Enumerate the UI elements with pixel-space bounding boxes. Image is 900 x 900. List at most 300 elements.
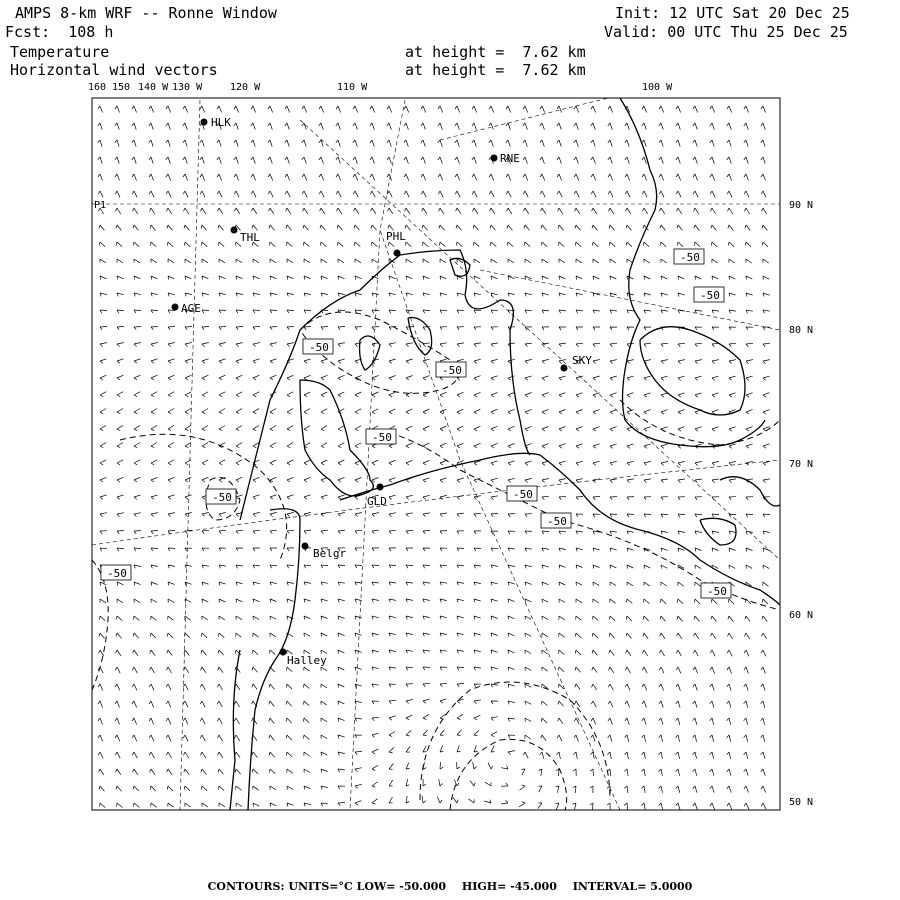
wind-barb — [149, 718, 154, 725]
wind-barb — [761, 650, 766, 656]
wind-barb — [593, 565, 600, 569]
lat-label: 80 N — [789, 325, 814, 336]
wind-barb — [338, 259, 344, 263]
wind-barb — [166, 191, 171, 197]
wind-barb — [472, 174, 477, 180]
wind-barb — [440, 461, 447, 466]
wind-barb — [557, 735, 562, 741]
wind-barb — [406, 530, 413, 533]
wind-barb — [676, 684, 681, 691]
wind-barb — [642, 106, 647, 113]
wind-barb — [508, 444, 515, 449]
wind-barb — [321, 769, 328, 773]
wind-barb — [372, 327, 379, 330]
wind-barb — [607, 752, 611, 759]
wind-barb — [236, 633, 242, 637]
wind-barb — [729, 531, 736, 534]
wind-barb — [270, 803, 276, 807]
wind-barb — [575, 684, 580, 690]
wind-barb — [576, 548, 583, 551]
wind-barb — [372, 343, 379, 347]
contour-label: -50 — [700, 289, 720, 302]
wind-barb — [355, 735, 362, 738]
wind-barb — [727, 650, 732, 656]
wind-barb — [321, 242, 327, 247]
wind-barb — [474, 582, 481, 585]
field-wind-vectors: Horizontal wind vectors — [10, 61, 218, 79]
wind-barb — [542, 582, 549, 586]
wind-barb — [372, 513, 379, 517]
wind-barb — [710, 769, 714, 776]
wind-barb — [372, 293, 379, 296]
wind-barb — [661, 310, 668, 313]
wind-barb — [626, 650, 631, 656]
wind-barb — [695, 427, 702, 432]
wind-barb — [491, 461, 498, 465]
wind-barb — [389, 409, 395, 414]
wind-barb — [643, 616, 649, 621]
wind-barb — [117, 242, 123, 247]
wind-barb — [319, 157, 324, 164]
wind-barb — [440, 746, 444, 753]
wind-barb — [540, 752, 544, 759]
wind-barb — [525, 393, 532, 398]
station-dot-thl — [231, 227, 238, 234]
wind-barb — [304, 392, 310, 397]
wind-barb — [678, 410, 685, 415]
wind-barb — [389, 327, 396, 330]
wind-barb — [372, 478, 379, 483]
wind-barb — [234, 191, 239, 197]
wind-barb — [336, 140, 341, 147]
wind-barb — [287, 477, 294, 482]
wind-barb — [321, 443, 327, 448]
wind-barb — [370, 140, 375, 147]
wind-barb — [762, 225, 767, 231]
wind-barb — [355, 478, 362, 483]
wind-barb — [251, 106, 256, 113]
wind-barb — [168, 548, 175, 551]
wind-barb — [355, 565, 362, 568]
wind-barb — [508, 599, 515, 603]
wind-barb — [559, 650, 565, 655]
wind-barb — [491, 684, 498, 687]
wind-barb — [610, 565, 616, 569]
wind-barb — [525, 633, 531, 637]
wind-barb — [524, 225, 530, 230]
wind-barb — [440, 495, 447, 499]
wind-barb — [519, 802, 525, 807]
wind-barb — [219, 293, 226, 296]
station-dot-phl — [394, 250, 401, 257]
wind-barb — [626, 633, 632, 638]
wind-barb — [219, 359, 226, 363]
wind-barb — [134, 293, 141, 296]
wind-barb — [166, 174, 171, 181]
wind-barb — [763, 444, 770, 448]
wind-barb — [183, 123, 188, 130]
wind-barb — [219, 616, 225, 620]
wind-barb — [168, 409, 174, 414]
wind-barb — [166, 735, 171, 741]
wind-barb — [151, 616, 157, 620]
wind-barb — [115, 157, 119, 164]
wind-barb — [712, 393, 719, 397]
wind-barb — [134, 259, 140, 263]
wind-barb — [98, 684, 103, 691]
wind-barb — [559, 531, 566, 534]
wind-barb — [762, 208, 767, 214]
wind-barb — [355, 530, 362, 534]
wind-barb — [693, 803, 698, 810]
station-dot-age — [172, 304, 179, 311]
wind-barb — [251, 123, 256, 130]
wind-barb — [321, 599, 328, 602]
wind-barb — [438, 157, 443, 164]
wind-barb — [117, 310, 124, 313]
wind-barb — [168, 293, 175, 296]
wind-barb — [438, 140, 443, 147]
wind-barb — [423, 376, 430, 381]
wind-barb — [355, 513, 362, 517]
wind-barb — [270, 293, 277, 296]
wind-barb — [457, 745, 461, 752]
wind-barb — [592, 667, 597, 673]
wind-barb — [610, 276, 616, 280]
wind-barb — [525, 565, 532, 568]
height-label-1: at height = 7.62 km — [405, 43, 586, 61]
wind-barb — [286, 208, 291, 214]
height-label-2: at height = 7.62 km — [405, 61, 586, 79]
wind-barb — [253, 582, 260, 585]
wind-barb — [202, 409, 208, 414]
wind-barb — [744, 650, 749, 656]
wind-barb — [542, 633, 548, 637]
wind-barb — [610, 548, 617, 552]
wind-barb — [423, 650, 430, 653]
wind-barb — [132, 157, 136, 164]
wind-barb — [134, 582, 141, 586]
wind-barb — [727, 140, 731, 147]
wind-barb — [202, 242, 208, 247]
wind-barb — [659, 752, 663, 759]
wind-barb — [304, 684, 310, 689]
wind-barb — [100, 375, 106, 380]
wind-barb — [406, 513, 413, 517]
wind-barb — [134, 276, 140, 280]
wind-barb — [744, 786, 749, 793]
wind-barb — [474, 392, 481, 397]
wind-barb — [217, 718, 222, 724]
wind-barb — [525, 667, 531, 671]
wind-barb — [321, 803, 328, 806]
wind-barb — [729, 479, 736, 483]
wind-barb — [542, 393, 549, 398]
wind-barb — [236, 803, 242, 807]
wind-barb — [149, 191, 154, 197]
wind-barb — [338, 443, 344, 448]
wind-barb — [201, 633, 207, 638]
wind-barb — [151, 375, 157, 380]
wind-barb — [100, 425, 106, 430]
wind-barb — [761, 140, 765, 147]
wind-barb — [355, 242, 361, 247]
wind-barb — [117, 495, 124, 499]
wind-barb — [542, 259, 548, 263]
wind-barb — [253, 548, 260, 551]
wind-barb — [218, 208, 223, 214]
wind-barb — [644, 582, 650, 586]
wind-barb — [285, 157, 290, 164]
wind-barb — [304, 752, 310, 756]
wind-barb — [746, 410, 753, 415]
wind-barb — [712, 259, 718, 263]
wind-barb — [745, 225, 750, 231]
wind-barb — [508, 426, 515, 431]
wind-barb — [576, 293, 583, 296]
wind-barb — [219, 259, 225, 263]
wind-barb — [457, 392, 464, 397]
wind-barb — [219, 242, 225, 247]
wind-barb — [542, 531, 549, 534]
wind-barb — [457, 409, 463, 414]
wind-barb — [438, 106, 443, 113]
wind-barb — [592, 684, 597, 690]
wind-barb — [575, 667, 581, 672]
wind-barb — [370, 123, 375, 130]
wind-barb — [321, 701, 327, 705]
wind-barb — [338, 359, 345, 363]
wind-barb — [183, 735, 188, 741]
wind-barb — [745, 616, 750, 622]
wind-barb — [593, 242, 599, 247]
wind-barb — [252, 752, 258, 758]
wind-barb — [626, 616, 632, 621]
wind-barb — [338, 735, 345, 739]
wind-barb — [117, 460, 123, 465]
wind-barb — [115, 718, 120, 725]
wind-barb — [149, 667, 154, 673]
wind-barb — [200, 140, 204, 147]
wind-barb — [321, 633, 327, 637]
wind-barb — [525, 478, 532, 482]
wind-barb — [693, 769, 697, 776]
wind-barb — [251, 174, 256, 181]
wind-barb — [270, 616, 276, 620]
wind-barb — [728, 242, 734, 247]
wind-barb — [661, 293, 668, 297]
wind-barb — [693, 684, 698, 691]
wind-barb — [590, 769, 593, 776]
wind-barb — [183, 684, 188, 690]
wind-barb — [729, 276, 735, 280]
wind-barb — [491, 548, 498, 551]
wind-barb — [728, 616, 733, 622]
wind-barb — [321, 409, 327, 414]
station-label-hlk: HLK — [211, 116, 231, 129]
wind-barb — [729, 293, 736, 297]
wind-barb — [508, 548, 515, 551]
wind-barb — [591, 191, 596, 197]
wind-barb — [542, 444, 549, 449]
wind-barb — [593, 599, 599, 603]
lon-label: 120 W — [230, 82, 261, 93]
wind-barb — [744, 752, 748, 759]
wind-barb — [455, 106, 460, 113]
wind-barb — [338, 803, 345, 806]
wind-barb — [746, 327, 753, 330]
wind-barb — [406, 460, 413, 465]
wind-barb — [270, 409, 276, 414]
wind-barb — [168, 460, 174, 465]
wind-barb — [99, 242, 105, 247]
wind-barb — [559, 444, 566, 449]
wind-barb — [661, 548, 668, 552]
wind-barb — [217, 140, 221, 147]
wind-barb — [150, 225, 155, 230]
wind-barb — [202, 548, 209, 551]
wind-barb — [763, 259, 769, 263]
wind-barb — [217, 735, 222, 741]
wind-barb — [710, 106, 715, 113]
wind-barb — [542, 496, 549, 500]
wind-barb — [270, 443, 276, 448]
wind-barb — [440, 327, 447, 330]
wind-barb — [491, 701, 498, 704]
wind-barb — [302, 157, 307, 164]
wind-barb — [270, 565, 277, 568]
wind-barb — [763, 310, 770, 313]
lon-label: 140 W — [138, 82, 169, 93]
wind-barb — [608, 123, 613, 130]
wind-barb — [506, 174, 511, 181]
wind-barb — [270, 426, 276, 431]
contour-label: -50 — [442, 364, 462, 377]
wind-barb — [491, 633, 498, 637]
wind-barb — [372, 749, 378, 754]
wind-barb — [440, 259, 446, 263]
wind-barb — [185, 242, 191, 247]
wind-barb — [574, 140, 579, 147]
wind-barb — [593, 514, 600, 517]
wind-barb — [440, 426, 446, 431]
wind-barb — [491, 599, 498, 603]
wind-barb — [474, 513, 481, 517]
wind-barb — [115, 123, 119, 130]
wind-barb — [593, 360, 600, 364]
wind-barb — [406, 650, 413, 653]
wind-barb — [99, 633, 105, 638]
wind-barb — [627, 599, 633, 603]
wind-barb — [576, 599, 582, 603]
wind-barb — [236, 409, 242, 414]
wind-barb — [287, 565, 294, 568]
wind-barb — [576, 242, 582, 247]
wind-barb — [678, 514, 685, 517]
wind-barb — [761, 157, 765, 164]
wind-barb — [304, 276, 311, 280]
wind-barb — [761, 667, 766, 674]
wind-barb — [659, 667, 664, 673]
wind-barb — [219, 426, 225, 431]
contour-label: -50 — [309, 341, 329, 354]
wind-barb — [761, 701, 765, 708]
wind-barb — [729, 343, 736, 347]
wind-barb — [763, 343, 770, 347]
wind-barb — [422, 208, 427, 214]
wind-barb — [151, 425, 157, 430]
wind-barb — [98, 701, 103, 708]
wind-barb — [525, 582, 532, 586]
wind-barb — [525, 359, 532, 363]
wind-barb — [557, 106, 562, 113]
wind-barb — [321, 616, 328, 620]
wind-barb — [151, 392, 157, 397]
wind-barb — [372, 765, 378, 770]
wind-barb — [627, 497, 634, 500]
wind-barb — [302, 140, 306, 147]
wind-barb — [592, 633, 598, 638]
wind-barb — [644, 276, 650, 280]
wind-barb — [304, 803, 311, 806]
wind-barb — [287, 409, 293, 414]
wind-barb — [287, 343, 294, 347]
wind-barb — [134, 531, 141, 534]
wind-barb — [406, 409, 412, 414]
wind-barb — [727, 803, 732, 809]
wind-barb — [744, 735, 748, 742]
wind-barb — [440, 667, 447, 670]
wind-barb — [677, 599, 683, 604]
wind-barb — [593, 259, 599, 263]
wind-barb — [100, 495, 107, 499]
wind-barb — [389, 650, 396, 653]
wind-barb — [625, 752, 629, 759]
wind-barb — [423, 746, 427, 752]
wind-barb — [610, 259, 616, 263]
wind-barb — [355, 409, 361, 414]
wind-barb — [149, 157, 153, 164]
wind-barb — [559, 582, 565, 586]
wind-barb — [593, 582, 599, 586]
wind-barb — [372, 530, 379, 534]
wind-barb — [404, 174, 409, 181]
wind-barb — [525, 650, 531, 654]
wind-barb — [474, 745, 478, 752]
wind-barb — [302, 106, 307, 113]
wind-barb — [236, 565, 243, 568]
wind-barb — [253, 409, 259, 414]
wind-barb — [457, 699, 464, 703]
station-label-rne: RNE — [500, 152, 520, 165]
wind-barb — [355, 718, 362, 721]
wind-barb — [287, 293, 294, 296]
wind-barb — [678, 276, 684, 280]
wind-barb — [591, 701, 596, 707]
wind-barb — [117, 599, 123, 603]
wind-barb — [661, 276, 667, 280]
wind-barb — [761, 803, 766, 809]
wind-barb — [149, 174, 154, 181]
wind-barb — [593, 616, 599, 621]
wind-barb — [501, 766, 508, 769]
wind-barb — [338, 276, 345, 280]
wind-barb — [185, 327, 192, 330]
wind-barb — [185, 392, 191, 397]
wind-barb — [644, 565, 650, 569]
wind-barb — [677, 208, 682, 214]
wind-barb — [744, 174, 749, 181]
